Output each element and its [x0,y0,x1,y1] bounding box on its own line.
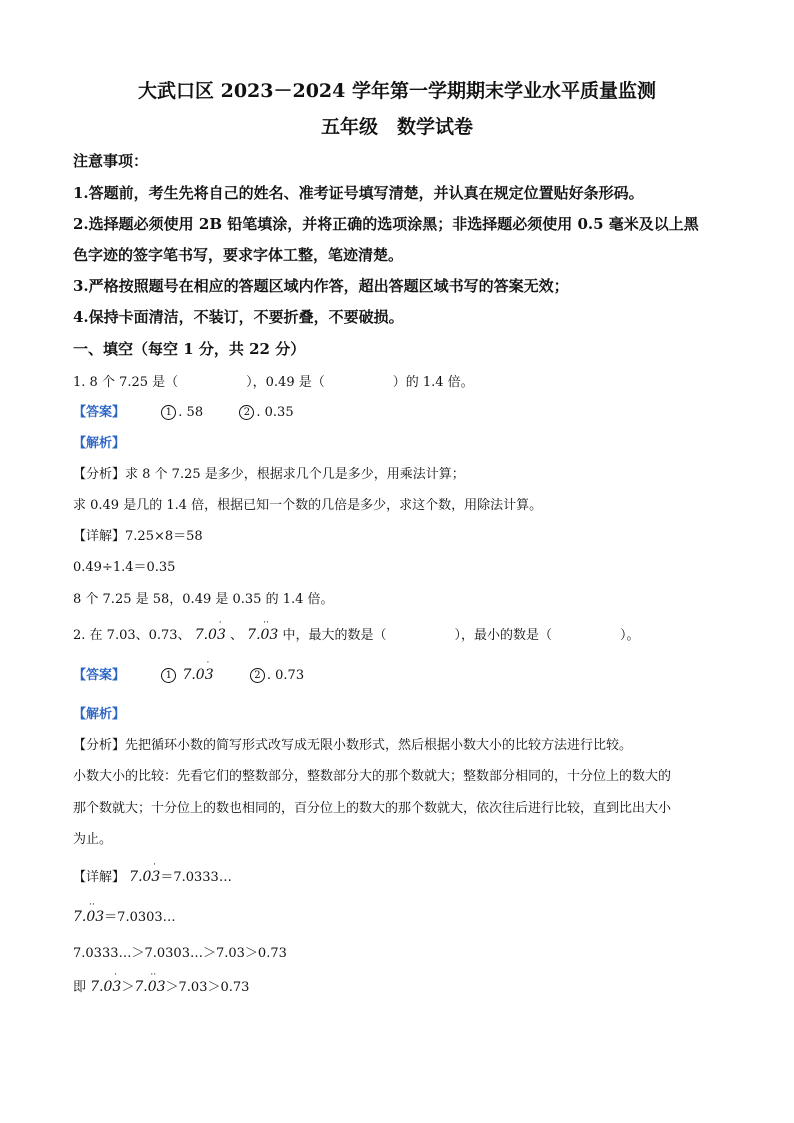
q2-para-1: 小数大小的比较：先看它们的整数部分，整数部分大的那个数就大；整数部分相同的，十分位上的数大的 [73,769,672,784]
q1-detail: 【详解】7.25×8＝58 [73,529,203,544]
answer-tag: 【答案】 [73,668,126,683]
q1-answer: 【答案】 1 . 58 2 . 0.35 [73,405,294,420]
repeating-decimal: 7.03 · [129,860,161,885]
circled-number: 2 [250,668,265,683]
note-2: 2.选择题必须使用 2B 铅笔填涂，并将正确的选项涂黑；非选择题必须使用 0.5 毫米及以上黑 [73,215,699,233]
q1-analysis-tag: 【解析】 [73,436,126,451]
q2-detail: 【详解】 7.03 · ＝7.0333… [73,860,232,885]
note-3: 3.严格按照题号在相应的答题区域内作答，超出答题区域书写的答案无效； [73,277,569,295]
q2-para-3: 为止。 [73,832,113,847]
q2-detail-3: 7.0333…＞7.0303…＞7.03＞0.73 [73,946,287,961]
page-title: 大武口区 2023－2024 学年第一学期期末学业水平质量监测 [138,80,656,102]
page-subtitle: 五年级 数学试卷 [320,116,473,138]
note-1: 1.答题前，考生先将自己的姓名、准考证号填写清楚，并认真在规定位置贴好条形码。 [73,184,644,202]
q2-para-2: 那个数就大；十分位上的数也相同的，百分位上的数大的那个数就大，依次往后进行比较，直到比出大小 [73,801,672,816]
q1-conclusion: 8 个 7.25 是 58，0.49 是 0.35 的 1.4 倍。 [73,592,334,607]
circled-number: 2 [239,405,254,420]
q1-fenxi-2: 求 0.49 是几的 1.4 倍，根据已知一个数的几倍是多少，求这个数，用除法计算。 [73,498,543,513]
note-2-cont: 色字迹的签字笔书写，要求字体工整，笔迹清楚。 [73,246,404,264]
notes-title: 注意事项： [73,152,149,170]
circled-number: 1 [161,668,176,683]
circled-number: 1 [161,405,176,420]
repeating-decimal: 7.03 · [182,658,214,683]
q2-fenxi: 【分析】先把循环小数的简写形式改写成无限小数形式，然后根据小数大小的比较方法进行比较。 [73,738,633,753]
repeating-decimal: 7.03 · [194,618,226,643]
repeating-decimal: 7.03 · [90,970,122,995]
note-4: 4.保持卡面清洁，不装订，不要折叠，不要破损。 [73,308,404,326]
q2-detail-4: 即 7.03 · ＞7.03 ·· ＞7.03＞0.73 [73,970,250,995]
q1-calc-2: 0.49÷1.4＝0.35 [73,560,176,575]
q1-fenxi: 【分析】求 8 个 7.25 是多少，根据求几个几是多少，用乘法计算； [73,467,465,482]
answer-tag: 【答案】 [73,405,126,420]
repeating-decimal: 7.03 ·· [134,970,166,995]
q2-answer: 【答案】 1 7.03 · 2 . 0.73 [73,658,305,683]
repeating-decimal: 7.03 ·· [73,900,105,925]
q2-analysis-tag: 【解析】 [73,707,126,722]
q1-stem: 1. 8 个 7.25 是（ ），0.49 是（ ）的 1.4 倍。 [73,375,474,390]
q2-detail-2: 7.03 ·· ＝7.0303… [73,900,176,925]
q2-stem: 2. 在 7.03、0.73、 7.03 · 、 7.03 ·· 中，最大的数是（ ），最小的数是（ ）。 [73,618,640,643]
section-heading: 一、填空（每空 1 分，共 22 分） [73,340,306,358]
repeating-decimal: 7.03 ·· [247,618,279,643]
